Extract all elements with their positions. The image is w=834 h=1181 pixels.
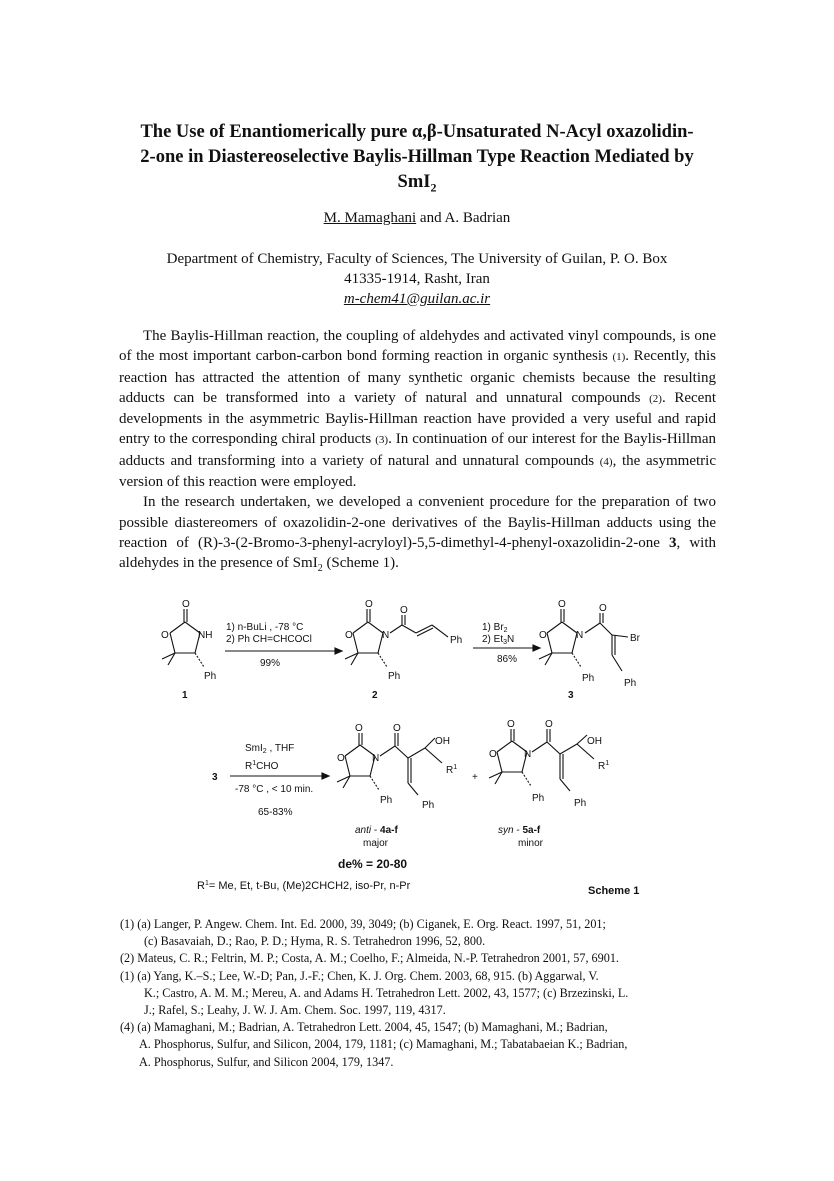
- affiliation-line-1: Department of Chemistry, Faculty of Sciences, The University of Guilan, P. O. Box: [166, 251, 668, 267]
- title-line-2: 2-one in Diastereoselective Baylis-Hillman Type Reaction Mediated by: [140, 147, 694, 167]
- svg-text:O: O: [393, 723, 401, 734]
- syn-product-label: syn - 5a-f: [498, 825, 541, 836]
- affiliation: [100, 249, 734, 309]
- diastereomeric-excess: de% = 20-80: [338, 857, 408, 871]
- svg-text:Ph: Ph: [388, 671, 401, 682]
- svg-text:O: O: [161, 630, 169, 641]
- reference-3: (1) (a) Yang, K.–S.; Lee, W.-D; Pan, J.-F.; Chen, K. J. Org. Chem. 2003, 68, 915. (b) Aggarwal, V. K.; Castro, A. M. M.; Mereu, A. and Adams H. Tetrahedron Lett. 2002, 43, 1577; (c) Brzezinski, L. J.; Rafel, S.; Leahy, J. W. J. Am. Chem. Soc. 1997, 119, 4317.: [120, 968, 629, 1018]
- svg-text:Ph: Ph: [624, 678, 637, 689]
- svg-text:O: O: [599, 603, 607, 614]
- svg-text:O: O: [355, 723, 363, 734]
- svg-text:NH: NH: [198, 630, 213, 641]
- svg-text:O: O: [507, 719, 515, 730]
- plus-sign: +: [472, 772, 478, 783]
- anti-product-note: major: [363, 838, 389, 849]
- reaction-scheme: [150, 593, 690, 903]
- compound-1-label: 1: [182, 690, 188, 701]
- svg-text:OH: OH: [587, 736, 602, 747]
- svg-text:O: O: [182, 599, 190, 610]
- svg-text:Ph: Ph: [574, 798, 587, 809]
- svg-text:O: O: [400, 605, 408, 616]
- anti-product-label: anti - 4a-f: [355, 825, 398, 836]
- reference-1: (1) (a) Langer, P. Angew. Chem. Int. Ed. 2000, 39, 3049; (b) Ciganek, E. Org. React. 1997, 51, 201; (c) Basavaiah, D.; Rao, P. D.; Hyma, R. S. Tetrahedron 1996, 52, 800.: [120, 917, 606, 949]
- svg-text:Ph: Ph: [582, 673, 595, 684]
- title-line-1: The Use of Enantiomerically pure α,β-Unsaturated N-Acyl oxazolidin-: [140, 122, 694, 142]
- step-2-reagent-2: 2) $Et_3N$: [482, 634, 515, 646]
- starting-material-3: 3: [212, 772, 218, 783]
- svg-text:N: N: [524, 749, 532, 760]
- step-1-reagent-1: 1) n-BuLi , -78 °C: [226, 622, 304, 633]
- syn-product-note: minor: [518, 838, 544, 849]
- compound-3-label: 3: [568, 690, 574, 701]
- scheme-1-figure: [150, 593, 690, 903]
- svg-text:R1: $R^1$: [598, 760, 610, 772]
- svg-text:N: N: [382, 630, 390, 641]
- svg-text:O: O: [365, 599, 373, 610]
- corresponding-author: M. Mamaghani: [323, 210, 417, 226]
- r1-definition: $R^1= Me$, Et, t-Bu, (Me)2CHCH2, iso-Pr, n-Pr: [197, 880, 411, 892]
- step-2-yield: 86%: [497, 654, 518, 665]
- svg-text:O: O: [345, 630, 353, 641]
- paragraph-1: The Baylis-Hillman reaction, the coupling of aldehydes and activated vinyl compounds, is one of the most important carbon-carbon bond forming reaction in organic synthesis (1). Recently, this reaction has attracted the attention of many synthetic organic chemists because the resulting adducts can be transformed into a variety of natural and unnatural compounds (2). Recent developments in the asymmetric Baylis-Hillman reaction have provided a very useful and rapid entry to the corresponding chiral products (3). In continuation of our interest for the Baylis-Hillman adducts and transforming into a variety of natural and unnatural compounds (4), the asymmetric version of this reaction were employed.: [119, 328, 716, 491]
- co-author: and A. Badrian: [416, 210, 511, 226]
- svg-text:O: O: [545, 719, 553, 730]
- svg-text:Ph: Ph: [380, 795, 393, 806]
- compound-4-structure: [337, 723, 457, 849]
- ref-marker[interactable]: (4): [599, 455, 613, 468]
- svg-text:Ph: Ph: [532, 793, 545, 804]
- svg-text:N: N: [372, 753, 380, 764]
- reference-list: [120, 916, 720, 1071]
- author-email[interactable]: m-chem41@guilan.ac.ir: [343, 291, 491, 307]
- paper-title: [110, 120, 724, 201]
- step-3-yield: 65-83%: [258, 807, 293, 818]
- step-3-conditions: -78 °C , < 10 min.: [235, 784, 314, 795]
- svg-text:Br: Br: [630, 633, 640, 644]
- svg-text:R1: $R^1$: [446, 764, 458, 776]
- svg-text:Ph: Ph: [450, 635, 463, 646]
- compound-2-structure: [345, 599, 462, 701]
- compound-5-structure: [489, 719, 609, 849]
- svg-text:O: O: [558, 599, 566, 610]
- svg-text:Ph: Ph: [422, 800, 435, 811]
- ref-marker[interactable]: (1): [612, 351, 626, 364]
- step-1-yield: 99%: [260, 658, 281, 669]
- step-3-reagent-2: $R^1CHO$: [245, 760, 279, 772]
- compound-2-label: 2: [372, 690, 378, 701]
- compound-3-structure: [539, 599, 641, 701]
- step-3-reagent-1: SmI$_2$ , THF: [245, 743, 295, 755]
- svg-text:OH: OH: [435, 736, 450, 747]
- ref-marker[interactable]: (2): [649, 392, 662, 405]
- svg-text:O: O: [337, 753, 345, 764]
- step-1-reagent-2: 2) Ph CH=CHCOCl: [226, 634, 312, 645]
- step-2-reagent-1: 1) $Br_2$: [482, 622, 508, 634]
- title-line-3: SmI$_2$: [397, 172, 437, 195]
- svg-text:O: O: [539, 630, 547, 641]
- body-text: [119, 326, 716, 580]
- scheme-caption: Scheme 1: [588, 885, 640, 897]
- svg-text:N: N: [576, 630, 584, 641]
- paragraph-2: In the research undertaken, we developed a convenient procedure for the preparation of two possible diastereomers of oxazolidin-2-one derivatives of the Baylis-Hillman adducts using the reaction of (R)-3-(2-Bromo-3-phenyl-acryloyl)-5,5-dimethyl-4-phenyl-oxazolidin-2-one 3, with aldehydes in the presence of SmI$_2$ (Scheme 1).: [119, 494, 716, 575]
- svg-text:O: O: [489, 749, 497, 760]
- compound-1-structure: [161, 599, 216, 701]
- author-line: [0, 210, 834, 227]
- reference-4: (4) (a) Mamaghani, M.; Badrian, A. Tetrahedron Lett. 2004, 45, 1547; (b) Mamaghani, M.; Badrian, A. Phosphorus, Sulfur, and Silicon, 2004, 179, 1181; (c) Mamaghani, M.; Tabatabaeian K.; Badrian, A. Phosphorus, Sulfur, and Silicon 2004, 179, 1347.: [120, 1020, 628, 1069]
- reference-2: (2) Mateus, C. R.; Feltrin, M. P.; Costa, A. M.; Coelho, F.; Almeida, N.-P. Tetrahedron 2001, 57, 6901.: [120, 951, 619, 966]
- affiliation-line-2: 41335-1914, Rasht, Iran: [344, 271, 490, 287]
- ref-marker[interactable]: (3): [375, 434, 389, 447]
- svg-text:Ph: Ph: [204, 671, 217, 682]
